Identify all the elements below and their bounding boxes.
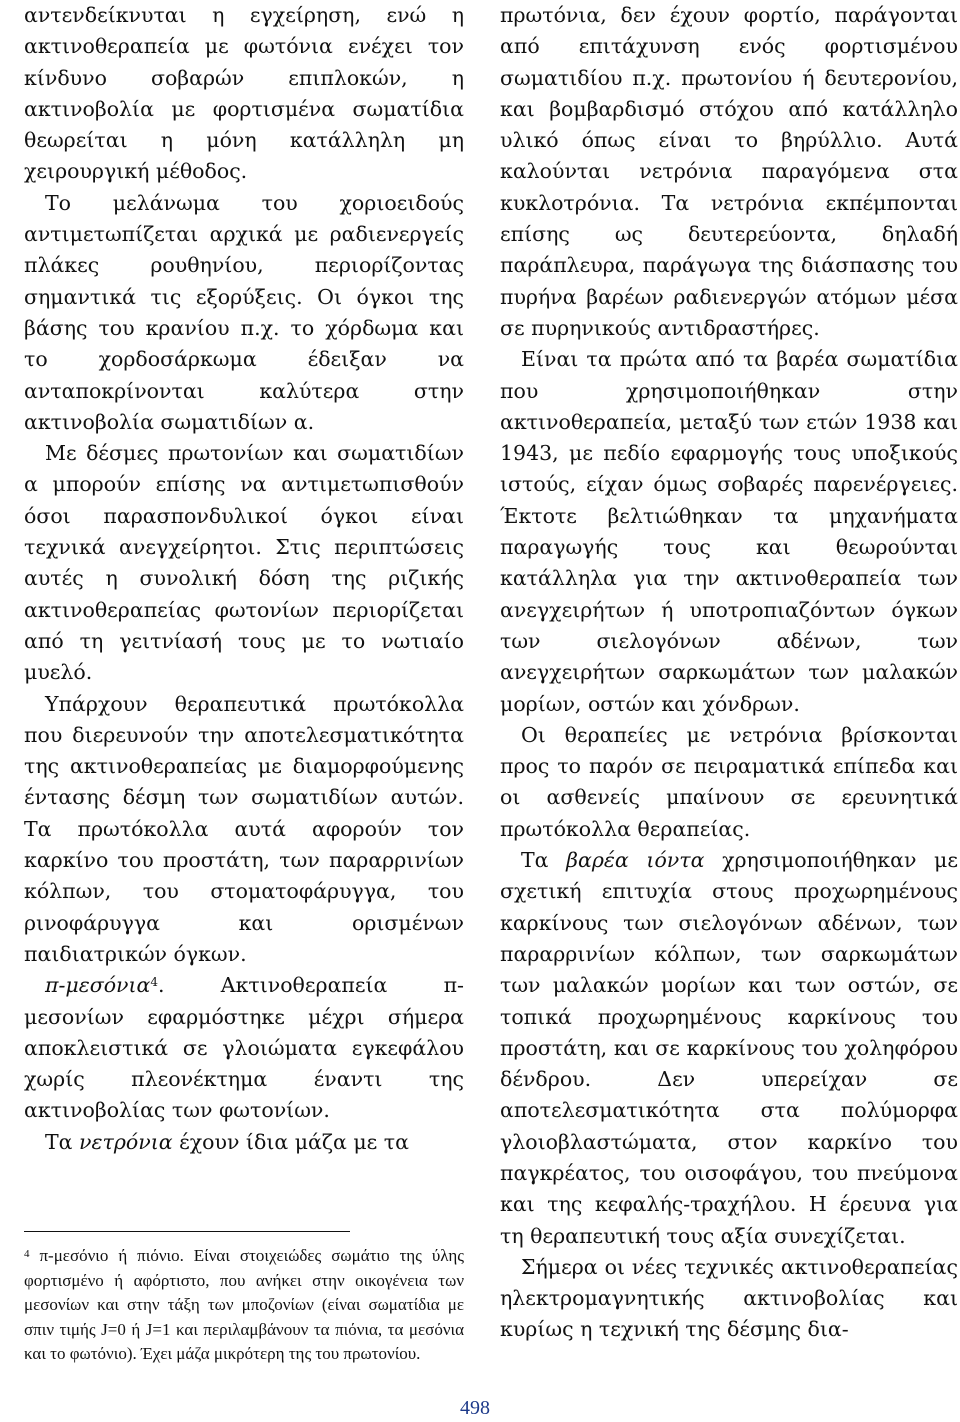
paragraph-text: χρησιμοποιήθηκαν με σχετική επιτυχία στους προχωρημένους καρκίνους των σιελογόνων αδένων, των παραρρινίων κόλπων, των σαρκωμάτων των μαλακών μορίων και των οστών, σε τοπικά προχωρημένους καρκίνους του προστάτη, και σε καρκίνους του χοληφόρου δένδρου. Δεν υπερείχαν σε αποτελεσματικότητα στα πολύμορφα γλοιοβλαστώματα, στον καρκίνο του παγκρέατος, του οισοφάγου, του πνεύμονα και της κεφαλής-τραχήλου. Η έρευνα για τη θεραπευτική τους αξία συνεχίζεται. xyxy=(500,848,958,1248)
paragraph-text: Τα xyxy=(45,1129,80,1154)
left-column xyxy=(24,0,464,1158)
paragraph: αντενδείκνυται η εγχείρηση, ενώ η ακτινοθεραπεία με φωτόνια ενέχει τον κίνδυνο σοβαρών επιπλοκών, η ακτινοβολία με φορτισμένα σωματίδια θεωρείται η μόνη κατάλληλη μη χειρουργική μέθοδος. xyxy=(24,3,464,184)
paragraph: Είναι τα πρώτα από τα βαρέα σωματίδια που χρησιμοποιήθηκαν στην ακτινοθεραπεία, μεταξύ των ετών 1938 και 1943, με πεδίο εφαρμογής τους υποξικούς ιστούς, είχαν όμως σοβαρές παρενέργειες. Έκτοτε βελτιώθηκαν τα μηχανήματα παραγωγής τους και θεωρούνται κατάλληλα για την ακτινοθεραπεία των ανεγχειρήτων ή υποτροπιαζόντων όγκων των σιελογόνων αδένων, των ανεγχειρήτων σαρκωμάτων των μαλακών μορίων, οστών και χόνδρων. xyxy=(500,347,958,716)
paragraph-text: . Ακτινοθεραπεία π-μεσονίων εφαρμόστηκε μέχρι σήμερα αποκλειστικά σε γλοιώματα εγκεφάλου χωρίς πλεονέκτημα έναντι της ακτινοβολίας των φωτονίων. xyxy=(24,973,464,1123)
term-neutrons: νετρόνια xyxy=(79,1129,173,1154)
term-heavy-ions: βαρέα ιόντα xyxy=(566,848,705,873)
paragraph-text: Τα xyxy=(521,848,567,873)
footnote-divider xyxy=(24,1231,350,1232)
footnote-text: π-μεσόνιο ή πιόνιο. Είναι στοιχειώδες σωμάτιο της ύλης φορτισμένο ή αφόρτιστο, που ανήκει στην οικογένεια των μεσονίων και στην τάξη των μποζονίων (είναι σωματίδια με σπιν τιμής J=0 ή J=1 και περιλαμβάνουν τα πιόνια, τα μεσόνια και το φωτόνιο). Έχει μάζα μικρότερη της του πρωτονίου. xyxy=(24,1246,464,1363)
paragraph-neutrons xyxy=(24,1127,464,1158)
paragraph: Σήμερα οι νέες τεχνικές ακτινοθεραπείας ηλεκτρομαγνητικής ακτινοβολίας και κυρίως η τεχνική της δέσμης δια- xyxy=(500,1254,958,1342)
paragraph-heavy-ions xyxy=(500,845,958,1252)
paragraph: πρωτόνια, δεν έχουν φορτίο, παράγονται από επιτάχυνση ενός φορτισμένου σωματιδίου π.χ. πρωτονίου ή δευτερονίου, και βομβαρδισμό στόχου από κατάλληλο υλικό όπως είναι το βηρύλλιο. Αυτά καλούνται νετρόνια παραγόμενα στα κυκλοτρόνια. Τα νετρόνια εκπέμπονται επίσης ως δευτερεύοντα, δηλαδή παράπλευρα, παράγωγα της διάσπασης του πυρήνα βαρέων ραδιενεργών ατόμων μέσα σε πυρηνικούς αντιδραστήρες. xyxy=(500,3,958,340)
footnote xyxy=(24,1244,464,1367)
paragraph: Το μελάνωμα του χοριοειδούς αντιμετωπίζεται αρχικά με ραδιενεργείς πλάκες ρουθηνίου, περιορίζοντας σημαντικά τις εξορύξεις. Οι όγκοι της βάσης του κρανίου π.χ. το χόρδωμα και το χορδοσάρκωμα έδειξαν να ανταποκρίνονται καλύτερα στην ακτινοβολία σωματιδίων α. xyxy=(24,190,464,434)
paragraph: Με δέσμες πρωτονίων και σωματιδίων α μπορούν επίσης να αντιμετωπισθούν όσοι παρασπονδυλικοί όγκοι είναι τεχνικά ανεγχείρητοι. Στις περιπτώσεις αυτές η συνολική δόση της ριζικής ακτινοθεραπείας φωτονίων περιορίζεται από τη γειτνίασή τους με το νωτιαίο μυελό. xyxy=(24,441,464,685)
paragraph-text: έχουν ίδια μάζα με τα xyxy=(172,1129,409,1154)
paragraph: Οι θεραπείες με νετρόνια βρίσκονται προς το παρόν σε πειραματικά επίπεδα και οι ασθενείς μπαίνουν σε ερευνητικά πρωτόκολλα θεραπείας. xyxy=(500,722,958,841)
right-column xyxy=(500,0,958,1346)
footnote-marker: 4 xyxy=(24,1248,30,1260)
term-pi-mesons: π-μεσόνια xyxy=(45,973,151,998)
paragraph: Υπάρχουν θεραπευτικά πρωτόκολλα που διερευνούν την αποτελεσματικότητα της ακτινοθεραπείας με διαμορφούμενης έντασης δέσμη των σωματιδίων αυτών. Τα πρωτόκολλα αυτά αφορούν τον καρκίνο του προστάτη, των παραρρινίων κόλπων, του στοματοφάρυγγα, του ρινοφάρυγγα και ορισμένων παιδιατρικών όγκων. xyxy=(24,691,464,966)
footnote-reference[interactable]: 4 xyxy=(150,975,159,990)
paragraph-pi-mesons xyxy=(24,970,464,1126)
page-number: 498 xyxy=(460,1397,490,1419)
